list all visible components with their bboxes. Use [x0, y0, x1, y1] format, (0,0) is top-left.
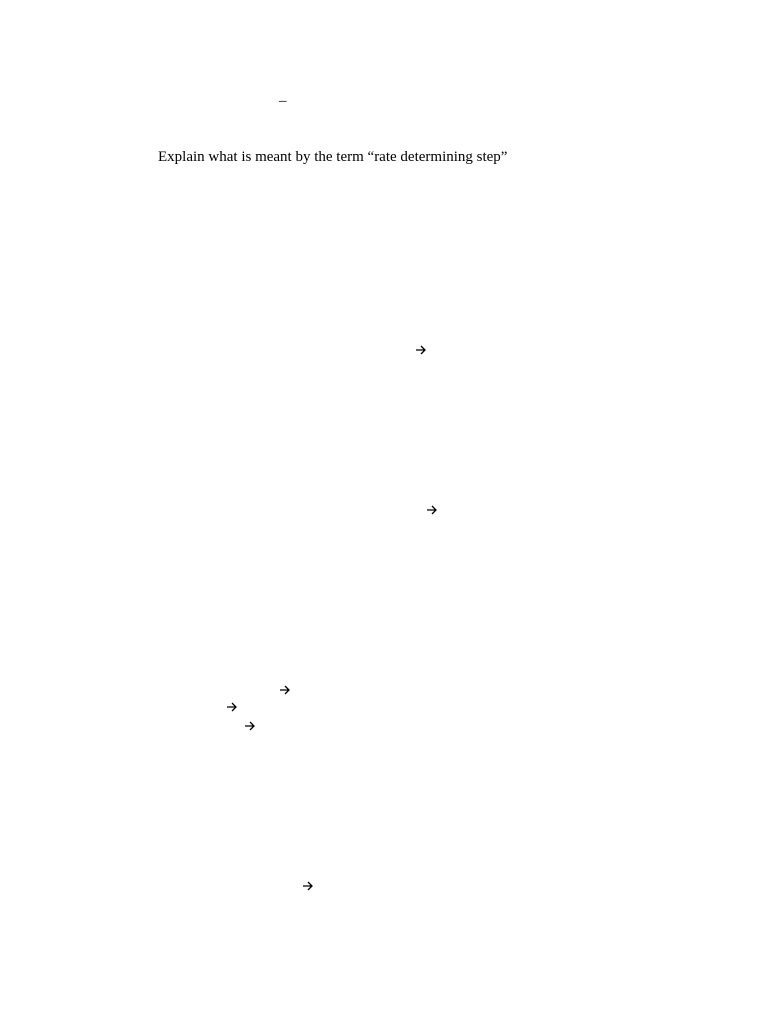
right-arrow-icon: [414, 343, 428, 357]
right-arrow-icon: [243, 719, 257, 733]
question-text: Explain what is meant by the term “rate determining step”: [158, 149, 508, 165]
right-arrow-icon: [301, 879, 315, 893]
dash-mark: –: [279, 93, 287, 109]
right-arrow-icon: [278, 683, 292, 697]
right-arrow-icon: [425, 503, 439, 517]
right-arrow-icon: [225, 700, 239, 714]
